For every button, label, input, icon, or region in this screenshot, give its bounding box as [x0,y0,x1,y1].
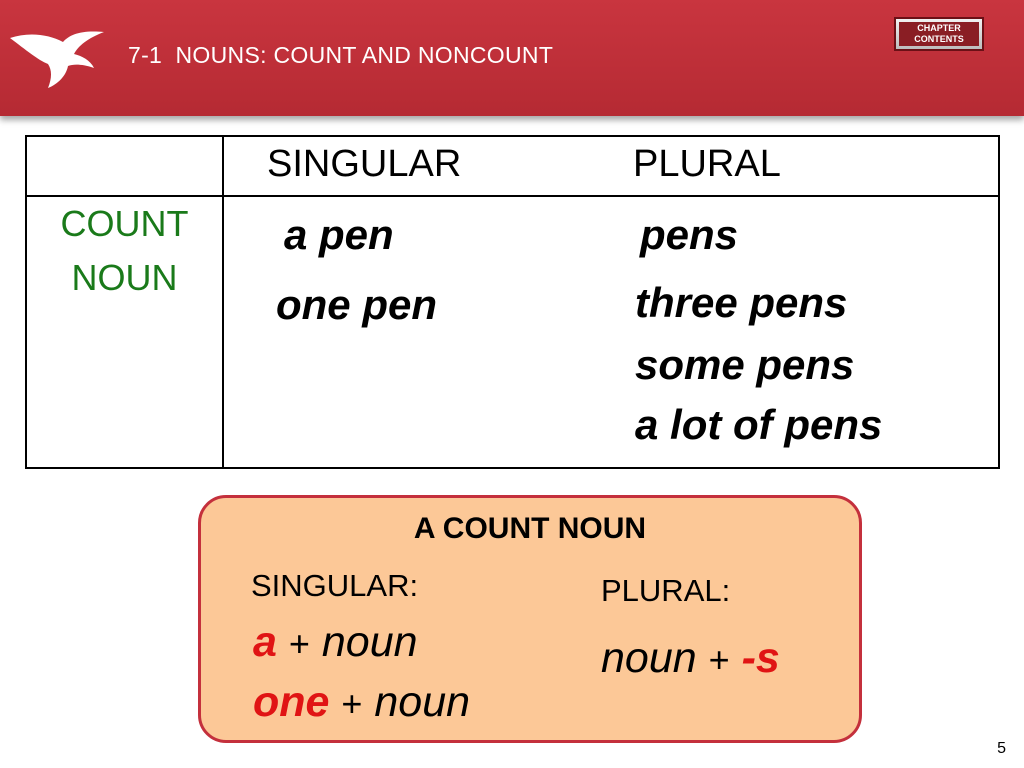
plural-suffix: -s [741,634,780,682]
singular-formula-a [253,618,418,667]
chapter-button-line1: CHAPTER [917,23,961,33]
count-noun-summary-box [198,495,862,743]
determiner-a: a [253,618,277,666]
column-header-singular: SINGULAR [267,143,462,185]
plural-formula [601,634,780,683]
corner-cell [26,136,223,196]
noun-word: noun [601,634,697,682]
determiner-one: one [253,678,330,726]
page-number: 5 [997,740,1006,757]
header-cell [223,136,999,196]
plus-sign: + [288,623,310,664]
summary-title: A COUNT NOUN [413,512,647,545]
slide-title: 7-1 NOUNS: COUNT AND NONCOUNT [128,42,554,68]
chapter-button-line2: CONTENTS [914,34,964,44]
plus-sign: + [341,683,363,724]
plural-example: a lot of pens [635,401,883,448]
column-header-plural: PLURAL [633,143,781,185]
plural-example: some pens [635,341,855,388]
title-banner [0,0,1024,116]
singular-formula-one [253,678,470,727]
noun-word: noun [321,618,418,666]
row-label-noun: NOUN [71,257,178,298]
plural-label: PLURAL: [601,573,731,608]
plus-sign: + [708,639,730,680]
singular-label: SINGULAR: [251,568,419,603]
examples-cell [223,196,999,468]
chapter-contents-button[interactable] [894,17,984,51]
singular-example: a pen [284,211,394,258]
row-label-count: COUNT [60,203,189,244]
bird-logo-icon [8,26,108,88]
plural-example: three pens [635,279,848,326]
noun-word: noun [374,678,471,726]
count-noun-table [25,135,1000,469]
row-label-cell [26,196,223,468]
singular-example: one pen [276,281,438,328]
plural-example: pens [640,211,739,258]
